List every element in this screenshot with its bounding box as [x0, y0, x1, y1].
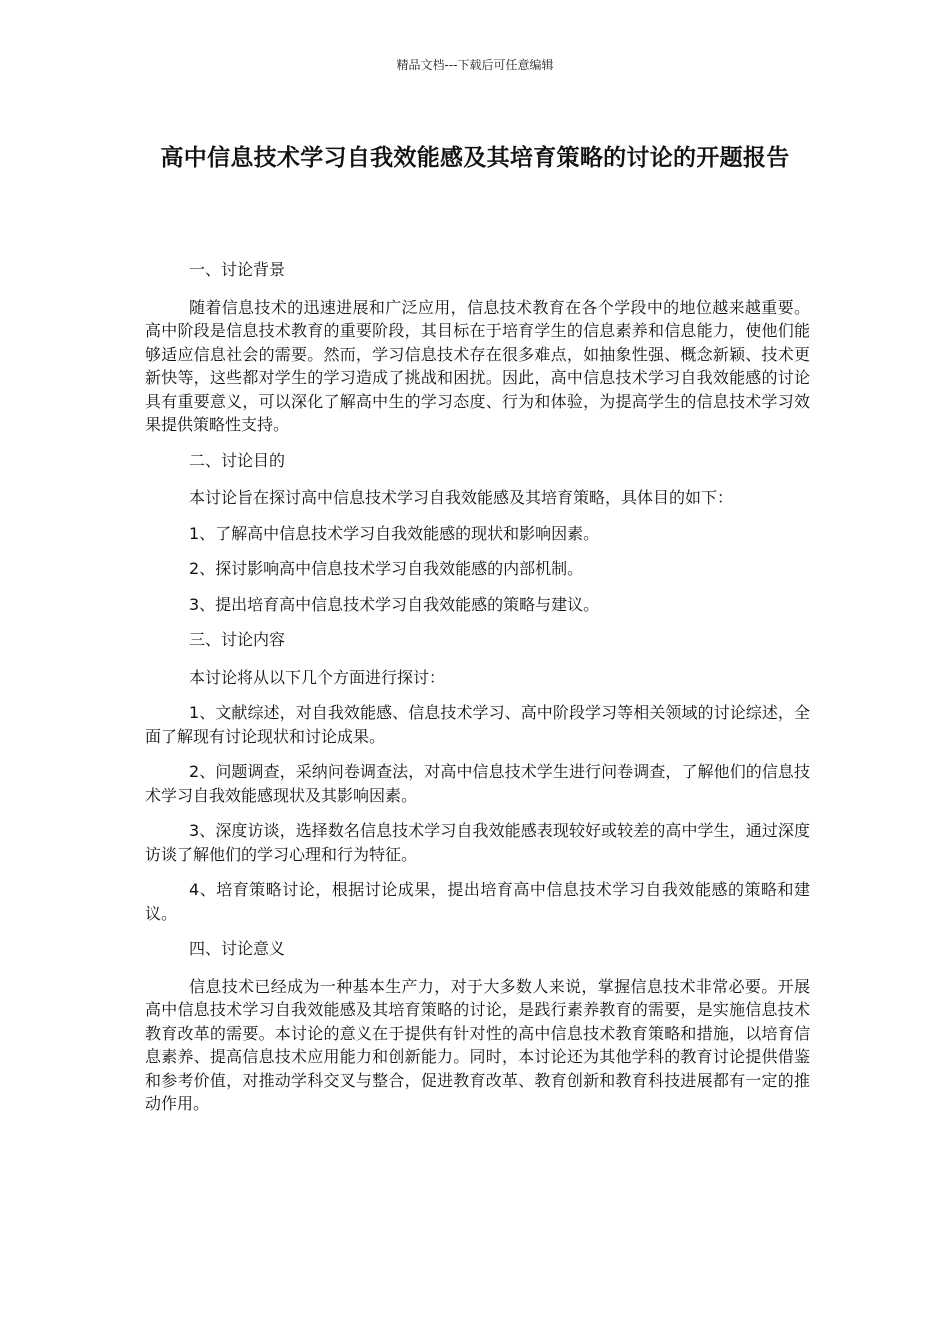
background-paragraph: 随着信息技术的迅速进展和广泛应用，信息技术教育在各个学段中的地位越来越重要。高中阶段是信息技术教育的重要阶段，其目标在于培育学生的信息素养和信息能力，使他们能够适应信息社会的需要。然而，学习信息技术存在很多难点，如抽象性强、概念新颖、技术更新快等，这些都对学生的学习造成了挑战和困扰。因此，高中信息技术学习自我效能感的讨论具有重要意义，可以深化了解高中生的学习态度、行为和体验，为提高学生的信息技术学习效果提供策略性支持。	[145, 297, 810, 434]
content-item: 1、文献综述，对自我效能感、信息技术学习、高中阶段学习等相关领域的讨论综述，全面了解现有讨论现状和讨论成果。	[145, 703, 810, 746]
document-body	[145, 258, 810, 1128]
section-heading-purpose: 二、讨论目的	[189, 450, 286, 470]
purpose-intro: 本讨论旨在探讨高中信息技术学习自我效能感及其培育策略，具体目的如下：	[189, 488, 734, 507]
content-item: 3、深度访谈，选择数名信息技术学习自我效能感表现较好或较差的高中学生，通过深度访谈了解他们的学习心理和行为特征。	[145, 821, 810, 864]
purpose-item: 1、了解高中信息技术学习自我效能感的现状和影响因素。	[189, 523, 600, 543]
purpose-item: 2、探讨影响高中信息技术学习自我效能感的内部机制。	[189, 559, 584, 578]
section-heading-significance: 四、讨论意义	[189, 939, 286, 958]
content-intro: 本讨论将从以下几个方面进行探讨：	[189, 667, 446, 687]
section-heading-background: 一、讨论背景	[189, 260, 286, 279]
significance-paragraph: 信息技术已经成为一种基本生产力，对于大多数人来说，掌握信息技术非常必要。开展高中信息技术学习自我效能感及其培育策略的讨论，是践行素养教育的需要，是实施信息技术教育改革的需要。本讨论的意义在于提供有针对性的高中信息技术教育策略和措施，以培育信息素养、提高信息技术应用能力和创新能力。同时，本讨论还为其他学科的教育讨论提供借鉴和参考价值，对推动学科交叉与整合，促进教育改革、教育创新和教育科技进展都有一定的推动作用。	[145, 976, 810, 1113]
section-heading-content: 三、讨论内容	[189, 630, 286, 649]
document-title: 高中信息技术学习自我效能感及其培育策略的讨论的开题报告	[160, 145, 790, 171]
purpose-item: 3、提出培育高中信息技术学习自我效能感的策略与建议。	[189, 594, 600, 614]
page-header: 精品文档---下载后可任意编辑	[396, 58, 554, 72]
content-item: 2、问题调查，采纳问卷调查法，对高中信息技术学生进行问卷调查，了解他们的信息技术学习自我效能感现状及其影响因素。	[145, 762, 810, 805]
content-item: 4、培育策略讨论，根据讨论成果，提出培育高中信息技术学习自我效能感的策略和建议。	[145, 880, 810, 923]
